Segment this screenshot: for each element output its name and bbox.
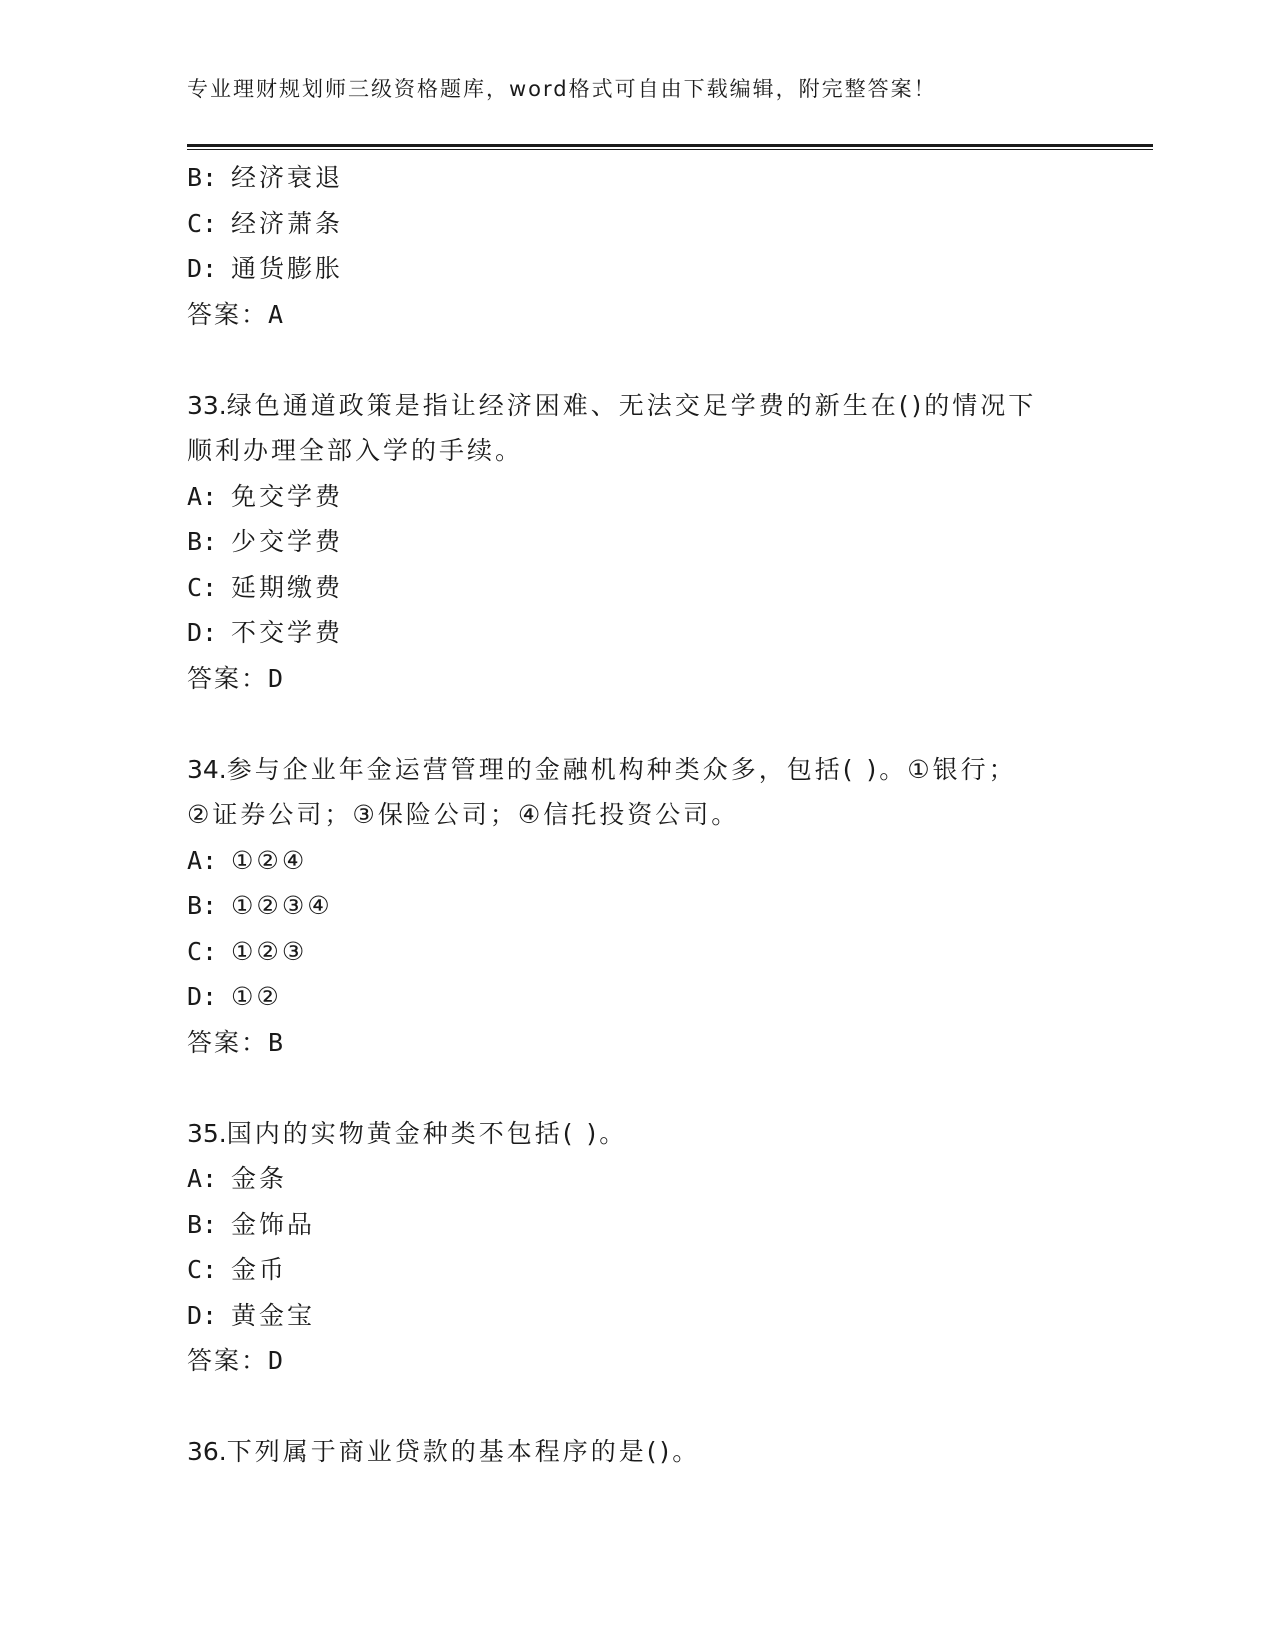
option-key: B: — [187, 891, 218, 920]
option-text: ①②③④ — [231, 891, 333, 920]
option-b — [187, 519, 1127, 565]
document-header: 专业理财规划师三级资格题库，word格式可自由下载编辑，附完整答案！ — [187, 77, 937, 101]
option-key: A: — [187, 845, 218, 875]
option-a — [187, 1156, 1127, 1202]
option-text: 黄金宝 — [231, 1300, 316, 1330]
option-key: A: — [187, 1164, 218, 1193]
answer-line — [187, 292, 1127, 338]
option-c — [187, 201, 1127, 247]
option-text: 金条 — [231, 1164, 288, 1193]
option-text: 金币 — [231, 1255, 288, 1284]
option-key: D: — [187, 618, 218, 647]
option-text: ①②③ — [231, 936, 308, 966]
question-text: 参与企业年金运营管理的金融机构种类众多，包括( )。①银行； — [226, 754, 1017, 784]
option-text: 少交学费 — [231, 527, 344, 556]
option-text: ①② — [231, 982, 282, 1011]
answer-value: D — [268, 663, 284, 693]
option-text: 通货膨胀 — [231, 254, 344, 283]
spacer — [187, 1384, 1127, 1430]
question-stem — [187, 383, 1127, 429]
question-text: 绿色通道政策是指让经济困难、无法交足学费的新生在()的情况下 — [226, 390, 1037, 420]
answer-line — [187, 1020, 1127, 1066]
option-d — [187, 610, 1127, 656]
option-key: D: — [187, 1300, 218, 1330]
spacer — [187, 701, 1127, 747]
question-number: 35. — [187, 1118, 227, 1148]
option-key: B: — [187, 1209, 218, 1239]
option-c — [187, 1247, 1127, 1293]
question-stem-continued: ②证券公司；③保险公司；④信托投资公司。 — [187, 800, 740, 829]
option-c — [187, 565, 1127, 611]
option-d — [187, 246, 1127, 292]
header-rule-thin — [187, 149, 1153, 150]
option-key: C: — [187, 572, 218, 602]
option-text: 延期缴费 — [231, 572, 344, 602]
option-text: 不交学费 — [231, 618, 344, 647]
option-text: 经济萧条 — [231, 208, 344, 238]
option-key: C: — [187, 936, 218, 966]
option-c — [187, 929, 1127, 975]
option-text: 金饰品 — [231, 1209, 316, 1239]
answer-label: 答案： — [187, 663, 269, 693]
question-text: 国内的实物黄金种类不包括( )。 — [226, 1118, 628, 1148]
option-text: 免交学费 — [231, 481, 344, 511]
answer-value: B — [268, 1027, 284, 1057]
question-stem — [187, 1429, 1127, 1475]
option-b — [187, 883, 1127, 929]
option-text: 经济衰退 — [231, 163, 344, 192]
answer-line — [187, 656, 1127, 702]
option-key: A: — [187, 481, 218, 511]
answer-line — [187, 1338, 1127, 1384]
option-key: D: — [187, 254, 218, 283]
answer-label: 答案： — [187, 1027, 269, 1057]
answer-value: A — [268, 299, 284, 329]
option-key: B: — [187, 527, 218, 556]
option-key: C: — [187, 1255, 218, 1284]
question-number: 34. — [187, 754, 227, 784]
option-key: D: — [187, 982, 218, 1011]
option-b — [187, 155, 1127, 201]
question-number: 33. — [187, 390, 227, 420]
question-list — [187, 155, 1127, 1475]
question-text: 下列属于商业贷款的基本程序的是()。 — [226, 1437, 701, 1466]
answer-value: D — [268, 1346, 284, 1375]
question-number: 36. — [187, 1437, 227, 1466]
header-rule-thick — [187, 144, 1153, 147]
spacer — [187, 1065, 1127, 1111]
option-key: B: — [187, 163, 218, 192]
option-a — [187, 838, 1127, 884]
option-d — [187, 974, 1127, 1020]
answer-label: 答案： — [187, 1346, 269, 1375]
option-key: C: — [187, 208, 218, 238]
question-stem — [187, 1111, 1127, 1157]
question-stem-continued: 顺利办理全部入学的手续。 — [187, 436, 524, 465]
option-b — [187, 1202, 1127, 1248]
answer-label: 答案： — [187, 299, 269, 329]
option-a — [187, 474, 1127, 520]
question-stem — [187, 747, 1127, 793]
option-d — [187, 1293, 1127, 1339]
option-text: ①②④ — [231, 845, 308, 875]
spacer — [187, 337, 1127, 383]
